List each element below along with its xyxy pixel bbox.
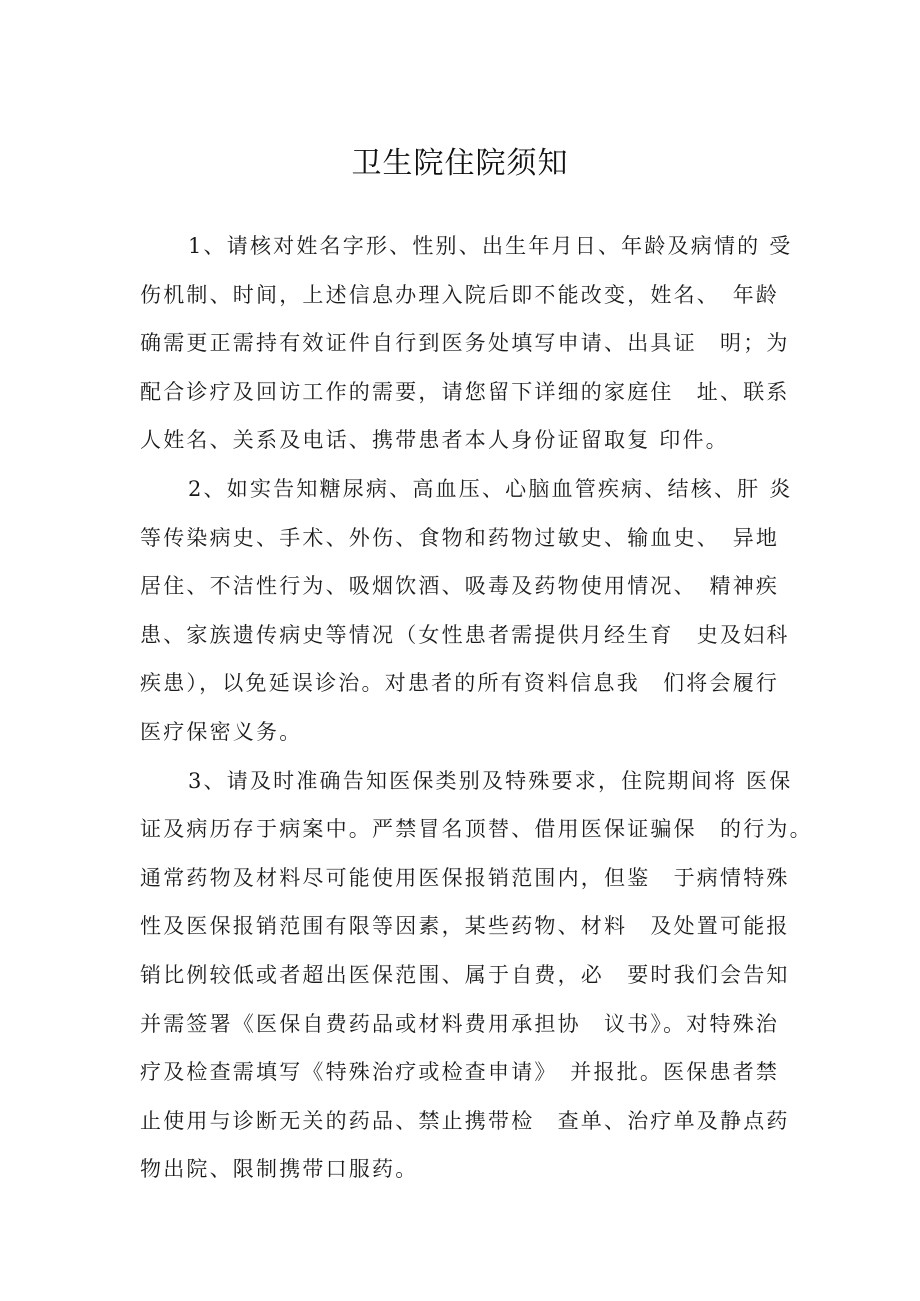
paragraph-line: 人姓名、关系及电话、携带患者本人身份证留取复 印件。: [140, 428, 729, 453]
paragraph-line: 等传染病史、手术、外伤、食物和药物过敏史、输血史、 异地: [140, 525, 780, 550]
paragraph-2: [140, 465, 793, 757]
paragraph-line: 疾患），以免延误诊治。对患者的所有资料信息我 们将会履行: [140, 671, 780, 696]
paragraph-line: 配合诊疗及回访工作的需要，请您留下详细的家庭住 址、联系: [140, 379, 790, 404]
paragraph-line: 证及病历存于病案中。严禁冒名顶替、借用医保证骗保 的行为。: [140, 817, 813, 842]
paragraph-line: 1、请核对姓名字形、性别、出生年月日、年龄及病情的 受: [188, 234, 793, 258]
paragraph-line: 3、请及时准确告知医保类别及特殊要求，住院期间将 医保: [188, 768, 793, 793]
paragraph-line: 物出院、限制携带口服药。: [140, 1157, 419, 1182]
paragraph-line: 2、如实告知糖尿病、高血压、心脑血管疾病、结核、肝 炎: [188, 476, 793, 501]
paragraph-line: 止使用与诊断无关的药品、禁止携带检 查单、治疗单及静点药: [140, 1108, 790, 1133]
page-title: 卫生院住院须知: [351, 146, 569, 181]
paragraph-line: 销比例较低或者超出医保范围、属于自费，必 要时我们会告知: [140, 962, 790, 987]
paragraph-line: 通常药物及材料尽可能使用医保报销范围内，但鉴 于病情特殊: [140, 865, 790, 890]
paragraph-line: 患、家族遗传病史等情况（女性患者需提供月经生育 史及妇科: [140, 622, 790, 647]
document-body: [140, 222, 813, 1194]
paragraph-line: 居住、不洁性行为、吸烟饮酒、吸毒及药物使用情况、 精神疾: [140, 574, 780, 599]
paragraph-3: [140, 757, 813, 1194]
paragraph-line: 伤机制、时间，上述信息办理入院后即不能改变，姓名、 年龄: [140, 282, 780, 307]
paragraph-line: 性及医保报销范围有限等因素，某些药物、材料 及处置可能报: [140, 914, 790, 939]
paragraph-line: 医疗保密义务。: [140, 719, 303, 744]
paragraph-line: 确需更正需持有效证件自行到医务处填写申请、出具证 明；为: [140, 331, 790, 356]
paragraph-1: [140, 222, 793, 465]
paragraph-line: 疗及检查需填写《特殊治疗或检查申请》 并报批。医保患者禁: [140, 1060, 780, 1085]
paragraph-line: 并需签署《医保自费药品或材料费用承担协 议书》。对特殊治: [140, 1011, 780, 1036]
